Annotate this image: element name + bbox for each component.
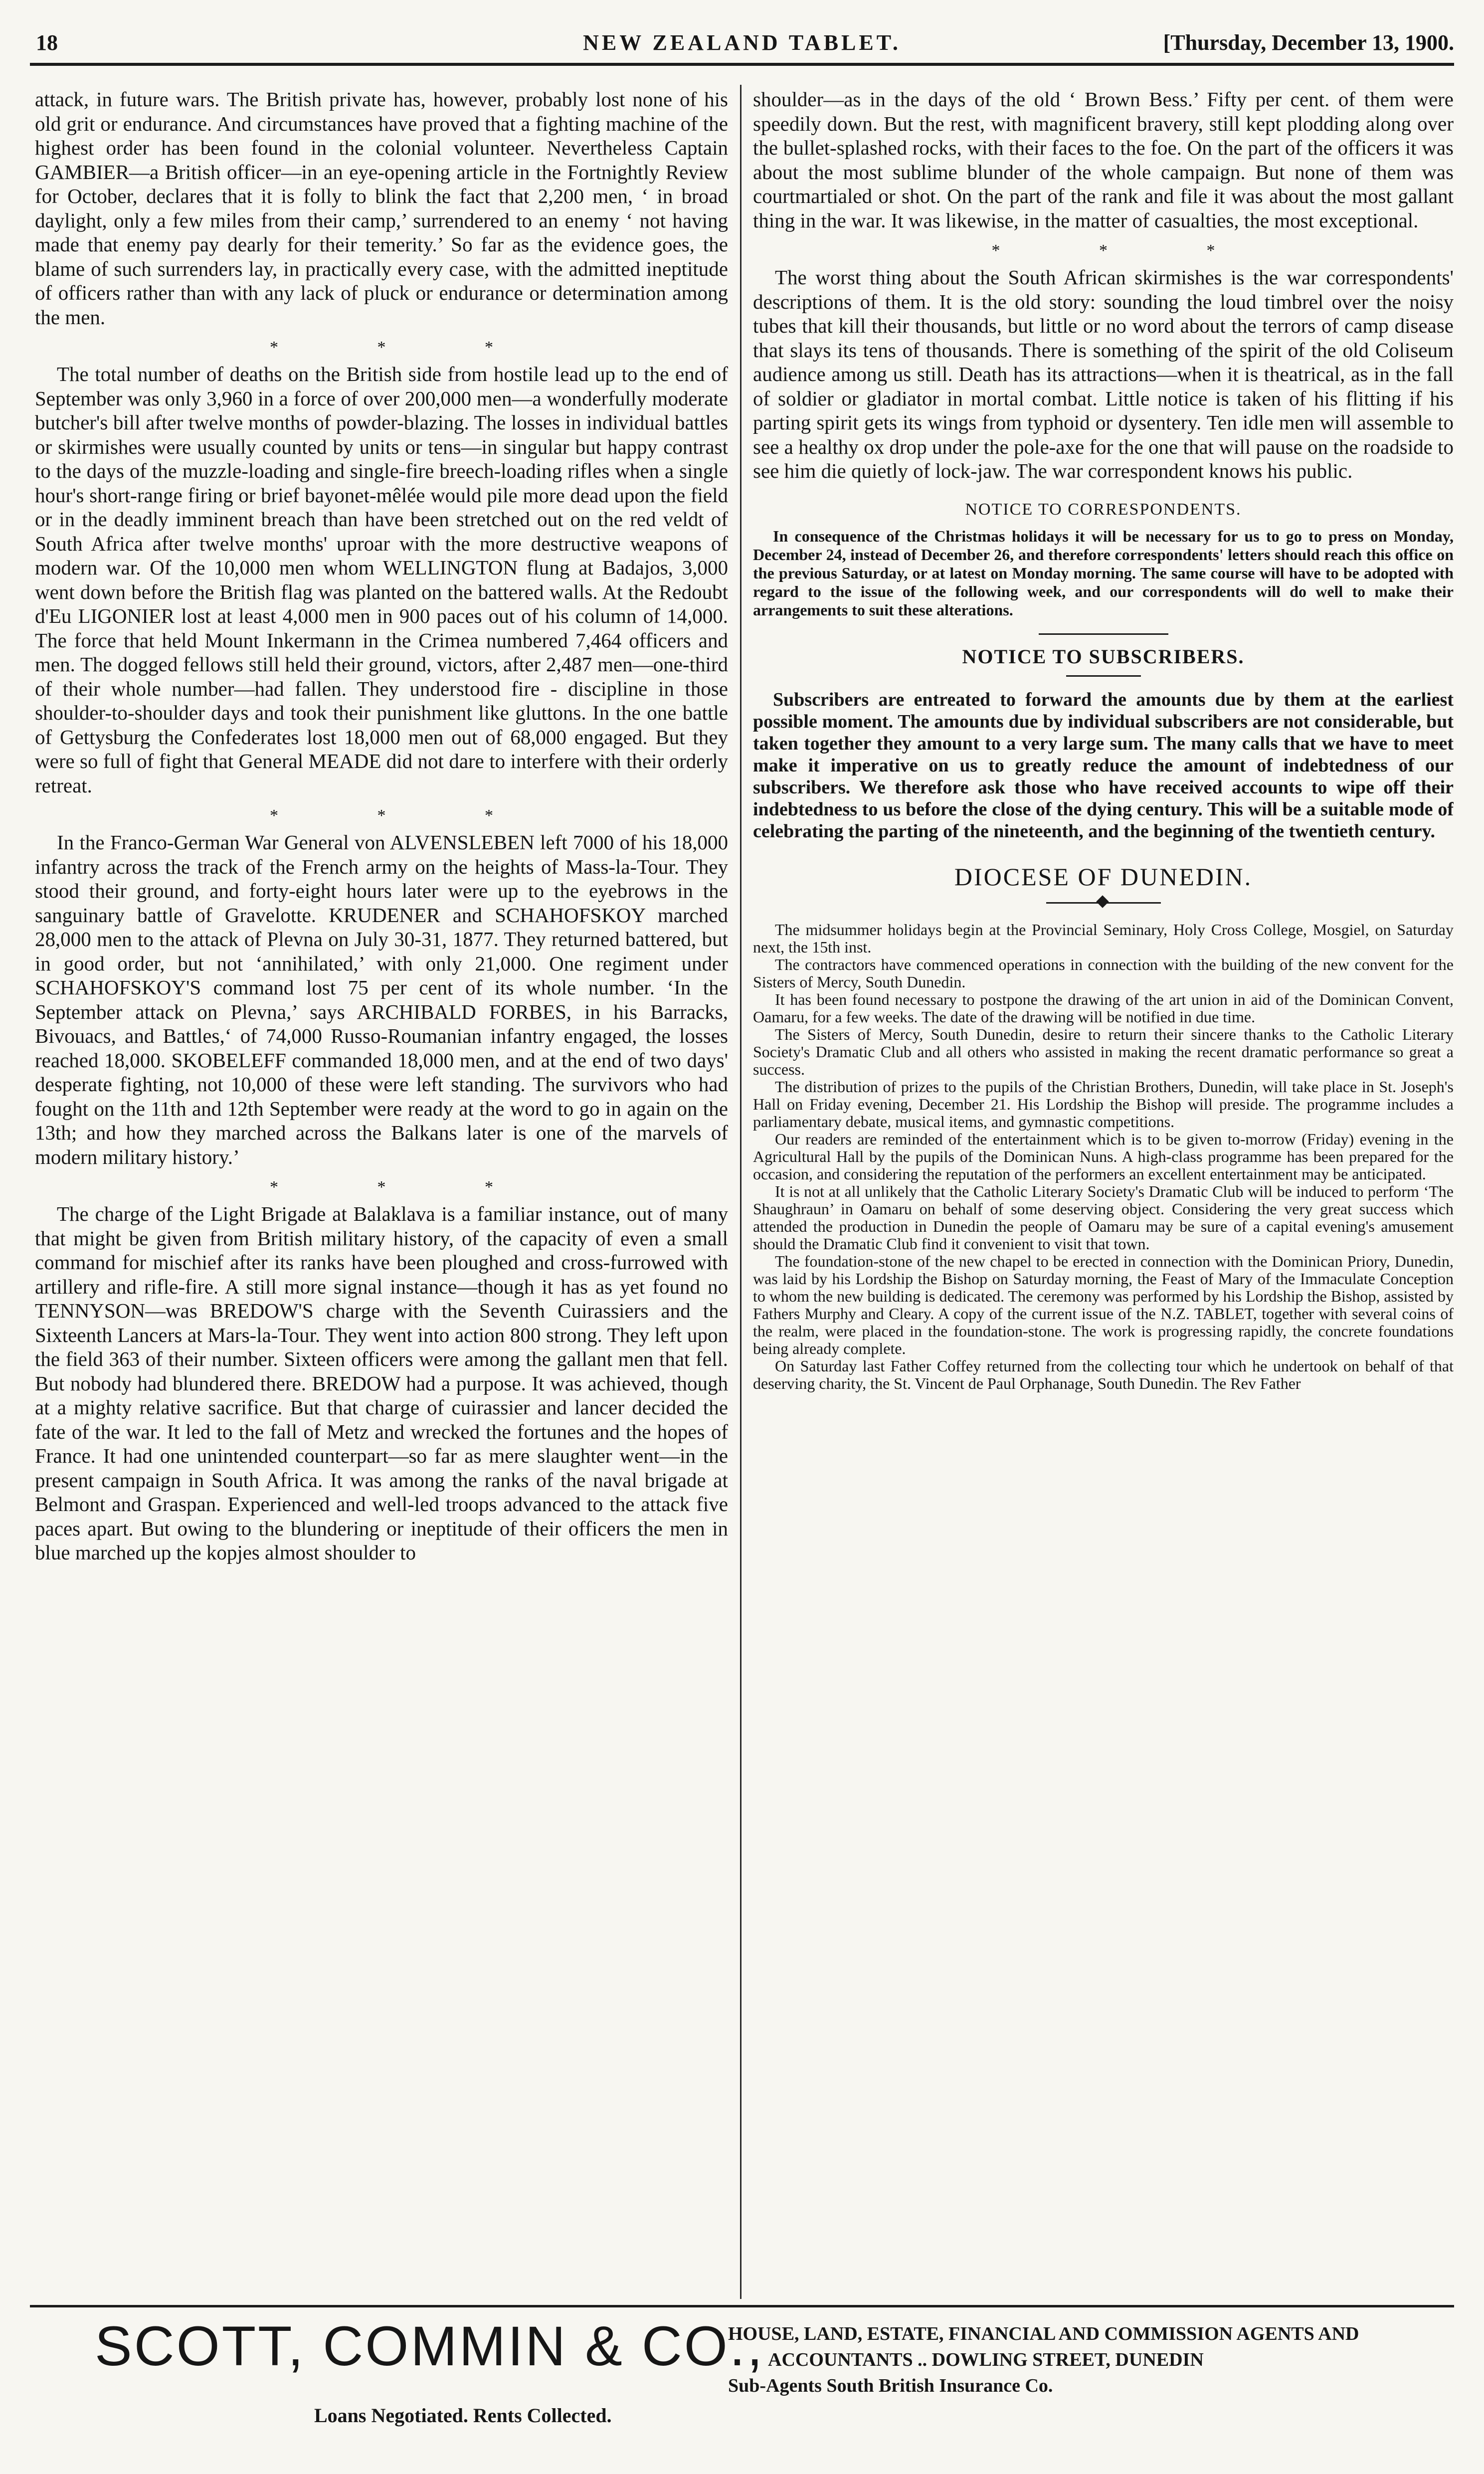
footer-rule xyxy=(30,2305,1454,2307)
advertisement xyxy=(30,2314,1454,2464)
diocese-paragraph: It has been found necessary to postpone the drawing of the art union in aid of the Dominican Convent, Oamaru, for a few weeks. The date of the drawing will be notified in due time. xyxy=(753,990,1454,1026)
diocese-paragraph: Our readers are reminded of the entertainment which is to be given to-morrow (Friday) evening in the Agricultural Hall by the pupils of the Dominican Nuns. A high-class programme has been prepared for the occasion, and considering the reputation of the performers an excellent entertainment may be anticipated. xyxy=(753,1130,1454,1183)
header-rule xyxy=(30,63,1454,66)
ad-agents xyxy=(728,2321,1456,2399)
ad-firm-name: SCOTT, COMMIN & CO., xyxy=(95,2315,765,2377)
ornamental-rule xyxy=(1046,895,1161,910)
article-paragraph: The worst thing about the South African skirmishes is the war correspondents' descriptions of them. It is the old story: sounding the loud timbrel over the noisy tubes that kill their thousands, but little or no word about the terrors of camp disease that slays its tens of thousands. There is something of the spirit of the old Coliseum audience among us still. Death has its attractions—when it is theatrical, as in the fall of soldier or gladiator in mortal combat. Little notice is taken of his flitting if his parting spirit gets its wings from typhoid or dysentery. Ten idle men will assemble to see a healthy ox drop under the pole-axe for the one that will pause on the roadside to see him die quietly of lock-jaw. The war correspondent knows his public. xyxy=(753,266,1454,482)
diocese-paragraph: On Saturday last Father Coffey returned from the collecting tour which he undertook on behalf of that deserving charity, the St. Vincent de Paul Orphanage, South Dunedin. The Rev Father xyxy=(753,1356,1454,1392)
issue-date: [Thursday, December 13, 1900. xyxy=(1163,30,1454,55)
notice-correspondents-text: In consequence of the Christmas holidays it will be necessary for us to go to press on Monday, December 24, instead of December 26, and therefore correspondents' letters should reach this office on the previous Saturday, or at latest on Monday morning. The same course will have to be adopted with regard to the issue of the following week, and our correspondents will do well to make their arrangements to suit these alterations. xyxy=(753,527,1454,619)
diocese-paragraph: The midsummer holidays begin at the Provincial Seminary, Holy Cross College, Mosgiel, on Saturday next, the 15th inst. xyxy=(753,920,1454,956)
left-column xyxy=(35,87,728,2296)
short-rule xyxy=(1066,675,1141,677)
diamond-ornament-icon xyxy=(1096,895,1109,908)
diocese-paragraph: It is not at all unlikely that the Catholic Literary Society's Dramatic Club will be induced to perform ‘The Shaughraun’ in Oamaru on behalf of some deserving object. Considering the very great success which attended the production in Dunedin the people of Oamaru may be sure of a capital evening's amusement should the Dramatic Club find it convenient to visit that town. xyxy=(753,1182,1454,1253)
notice-subscribers-heading: NOTICE TO SUBSCRIBERS. xyxy=(962,645,1245,668)
article-paragraph: shoulder—as in the days of the old ‘ Brown Bess.’ Fifty per cent. of them were speedily down. But the rest, with magnificent bravery, still kept plodding along over the bullet-splashed rocks, with their faces to the foe. On the part of the officers it was about the most sublime blunder of the whole campaign. But none of them was courtmartialed or shot. On the part of the rank and file it was about the most gallant thing in the war. It was likewise, in the matter of casualties, the most exceptional. xyxy=(753,88,1454,232)
article-paragraph: attack, in future wars. The British private has, however, probably lost none of his old grit or endurance. And circumstances have proved that a fighting machine of the highest order has been found in the colonial volunteer. Nevertheless Captain GAMBIER—a British officer—in an eye-opening article in the Fortnightly Review for October, declares that it is folly to blink the fact that 2,200 men, ‘ in broad daylight, only a few miles from their camp,’ surrendered to an enemy ‘ not having made that enemy pay dearly for their temerity.’ So far as the evidence goes, the blame of such surrenders lay, in practically every case, with the admitted ineptitude of officers rather than with any lack of pluck or endurance or determination among the men. xyxy=(35,88,728,329)
article-paragraph: The total number of deaths on the British side from hostile lead up to the end of September was only 3,960 in a force of over 200,000 men—a wonderfully moderate butcher's bill after twelve months of powder-blazing. The losses in individual battles or skirmishes were usually counted by units or tens—in singular but happy contrast to the days of the muzzle-loading and single-fire breech-loading rifles when a single hour's short-range firing or brief bayonet-mêlée would pile more dead upon the field or in the deadly imminent breach than have been stretched out on the red veldt of South Africa after twelve months' uproar with the more destructive weapons of modern war. Of the 10,000 men whom WELLINGTON flung at Badajos, 3,000 went down before the British flag was planted on the battered walls. At the Redoubt d'Eu LIGONIER lost at least 4,000 men in 900 paces out of his column of 14,000. The force that held Mount Inkermann in the Crimea numbered 7,464 officers and men. The dogged fellows still held their ground, victors, after 2,487 men—one-third of their whole number—had fallen. They understood fire - discipline in those shoulder-to-shoulder days and took their punishment like gluttons. In the one battle of Gettysburg the Confederates lost 18,000 men out of 68,000 engaged. But they were so full of fight that General MEADE did not dare to interfere with their orderly retreat. xyxy=(35,363,728,797)
right-column xyxy=(753,87,1454,2296)
ad-agents-line: HOUSE, LAND, ESTATE, FINANCIAL AND COMMISSION AGENTS AND xyxy=(728,2323,1359,2344)
ad-agents-line: Sub-Agents South British Insurance Co. xyxy=(728,2375,1053,2396)
notice-subscribers-text: Subscribers are entreated to forward the amounts due by them at the earliest possible moment. The amounts due by individual subscribers are not considerable, but taken together they amount to a very large sum. The many calls that we have to meet make it imperative on us to greatly reduce the amount of indebtedness of our subscribers. We therefore ask those who have received accounts to wipe off their indebtedness to us before the close of the dying century. This will be a suitable mode of celebrating the parting of the nineteenth, and the beginning of the twentieth century. xyxy=(753,689,1454,842)
diocese-heading: DIOCESE OF DUNEDIN. xyxy=(954,862,1253,891)
section-separator: * * * xyxy=(270,338,493,357)
ad-agents-line: ACCOUNTANTS .. DOWLING STREET, DUNEDIN xyxy=(768,2349,1204,2370)
section-separator: * * * xyxy=(270,806,493,825)
section-separator: * * * xyxy=(991,241,1215,260)
page-number: 18 xyxy=(36,30,58,55)
section-separator: * * * xyxy=(270,1178,493,1196)
diocese-paragraph: The distribution of prizes to the pupils of the Christian Brothers, Dunedin, will take place in St. Joseph's Hall on Friday evening, December 21. His Lordship the Bishop will preside. The programme includes a parliamentary debate, musical items, and gymnastic competitions. xyxy=(753,1077,1454,1131)
notice-rule xyxy=(1039,633,1168,635)
ad-services: Loans Negotiated. Rents Collected. xyxy=(314,2404,612,2427)
notice-correspondents-heading: NOTICE TO CORRESPONDENTS. xyxy=(965,500,1242,519)
newspaper-title: NEW ZEALAND TABLET. xyxy=(583,30,901,55)
column-divider xyxy=(740,85,742,2299)
article-paragraph: In the Franco-German War General von ALVENSLEBEN left 7000 of his 18,000 infantry across the track of the French army on the heights of Mass-la-Tour. They stood their ground, and forty-eight hours later were up to the eyebrows in the sanguinary battle of Gravelotte. KRUDENER and SCHAHOFSKOY marched 28,000 men to the attack of Plevna on July 30-31, 1877. They returned battered, but in good order, but not ‘annihilated,’ with only 21,000. One regiment under SCHAHOFSKOY'S command lost 75 per cent of its whole number. ‘In the September attack on Plevna,’ says ARCHIBALD FORBES, in his Barracks, Bivouacs, and Battles,‘ of 74,000 Russo-Roumanian infantry engaged, the losses reached 18,000. SKOBELEFF commanded 18,000 men, and at the end of two days' desperate fighting, not 10,000 of these were left standing. The survivors who had fought on the 11th and 12th September were ready at the word to go in again on the 13th; and how they marched across the Balkans later is one of the marvels of modern military history.’ xyxy=(35,831,728,1168)
diocese-paragraph: The foundation-stone of the new chapel to be erected in connection with the Dominican Priory, Dunedin, was laid by his Lordship the Bishop on Saturday morning, the Feast of Mary of the Immaculate Conception to whom the new building is dedicated. The ceremony was performed by his Lordship the Bishop, assisted by Fathers Murphy and Cleary. A copy of the current issue of the N.Z. TABLET, together with several coins of the realm, were placed in the foundation-stone. The work is progressing rapidly, the concrete foundations being already complete. xyxy=(753,1252,1454,1357)
diocese-paragraph: The contractors have commenced operations in connection with the building of the new convent for the Sisters of Mercy, South Dunedin. xyxy=(753,955,1454,991)
masthead xyxy=(30,25,1454,65)
diocese-paragraph: The Sisters of Mercy, South Dunedin, desire to return their sincere thanks to the Catholic Literary Society's Dramatic Club and all others who assisted in making the recent dramatic performance so great a success. xyxy=(753,1025,1454,1078)
article-paragraph: The charge of the Light Brigade at Balaklava is a familiar instance, out of many that might be given from British military history, of the capacity of even a small command for mischief after its ranks have been ploughed and cross-furrowed with artillery and rifle-fire. A still more signal instance—though it has as yet found no TENNYSON—was BREDOW'S charge with the Seventh Cuirassiers and the Sixteenth Lancers at Mars-la-Tour. They went into action 800 strong. They left upon the field 363 of their number. Sixteen officers were among the gallant men that fell. But nobody had blundered there. BREDOW had a purpose. It was achieved, though at a mighty relative sacrifice. But that charge of cuirassier and lancer decided the fate of the war. It led to the fall of Metz and wrecked the fortunes and the hopes of France. It had one unintended counterpart—so far as mere slaughter went—in the present campaign in South Africa. It was among the ranks of the naval brigade at Belmont and Graspan. Experienced and well-led troops advanced to the attack five paces apart. But owing to the blundering or ineptitude of their officers the men in blue marched up the kopjes almost shoulder to xyxy=(35,1202,728,1564)
